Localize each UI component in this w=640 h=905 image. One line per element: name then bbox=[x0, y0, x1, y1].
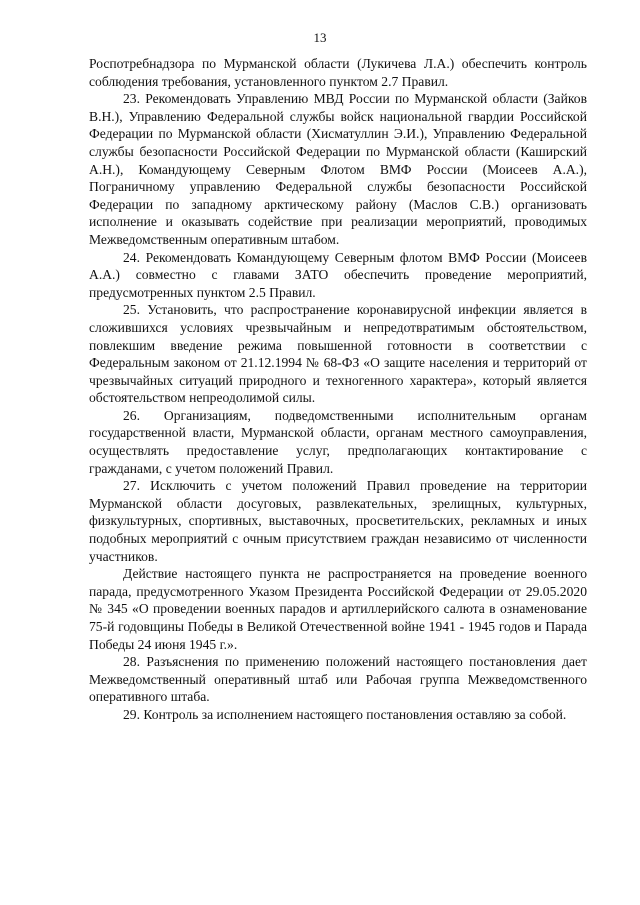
paragraph-item-27-exception: Действие настоящего пункта не распространяется на проведение военного парада, предусмотренного Указом Президента Российской Федерации от 29.05.2020 № 345 «О проведении военных парадов и артиллерийского салюта в ознаменование 75-й годовщины Победы в Великой Отечественной войне 1941 - 1945 годов и Парада Победы 24 июня 1945 г.». bbox=[89, 566, 587, 652]
document-body bbox=[89, 55, 587, 724]
paragraph-item-27: 27. Исключить с учетом положений Правил проведение на территории Мурманской области досуговых, развлекательных, зрелищных, культурных, физкультурных, спортивных, выставочных, просветительских, рекламных и иных подобных мероприятий с очным присутствием граждан независимо от численности участников. bbox=[89, 478, 587, 564]
page-number: 13 bbox=[313, 30, 327, 45]
paragraph-item-29: 29. Контроль за исполнением настоящего постановления оставляю за собой. bbox=[123, 706, 567, 722]
paragraph-item-25: 25. Установить, что распространение коронавирусной инфекции является в сложившихся условиях чрезвычайным и непредотвратимым обстоятельством, повлекшим введение режима повышенной готовности в соответствии с Федеральным законом от 21.12.1994 № 68-ФЗ «О защите населения и территорий от чрезвычайных ситуаций природного и техногенного характера», который является обстоятельством непреодолимой силы. bbox=[89, 302, 587, 406]
paragraph-item-28: 28. Разъяснения по применению положений настоящего постановления дает Межведомственный оперативный штаб или Рабочая группа Межведомственного оперативного штаба. bbox=[89, 654, 587, 705]
paragraph-continuation: Роспотребнадзора по Мурманской области (Лукичева Л.А.) обеспечить контроль соблюдения требования, установленного пунктом 2.7 Правил. bbox=[89, 56, 587, 89]
paragraph-item-23: 23. Рекомендовать Управлению МВД России по Мурманской области (Зайков В.Н.), Управлению Федеральной службы войск национальной гвардии Российской Федерации по Мурманской области (Хисматуллин Э.И.), Управлению Федеральной службы безопасности Российской Федерации по Мурманской области (Каширский А.Н.), Командующему Северным Флотом ВМФ России (Моисеев А.А.), Пограничному управлению Федеральной службы безопасности Российской Федерации по западному арктическому району (Маслов С.В.) организовать исполнение и оказывать содействие при реализации мероприятий, проводимых Межведомственным оперативным штабом. bbox=[89, 91, 587, 247]
paragraph-item-26: 26. Организациям, подведомственными исполнительным органам государственной власти, Мурманской области, органам местного самоуправления, осуществлять предоставление услуг, предполагающих контактирование с гражданами, с учетом положений Правил. bbox=[89, 407, 587, 476]
paragraph-item-24: 24. Рекомендовать Командующему Северным флотом ВМФ России (Моисеев А.А.) совместно с главами ЗАТО обеспечить проведение мероприятий, предусмотренных пунктом 2.5 Правил. bbox=[89, 249, 587, 300]
